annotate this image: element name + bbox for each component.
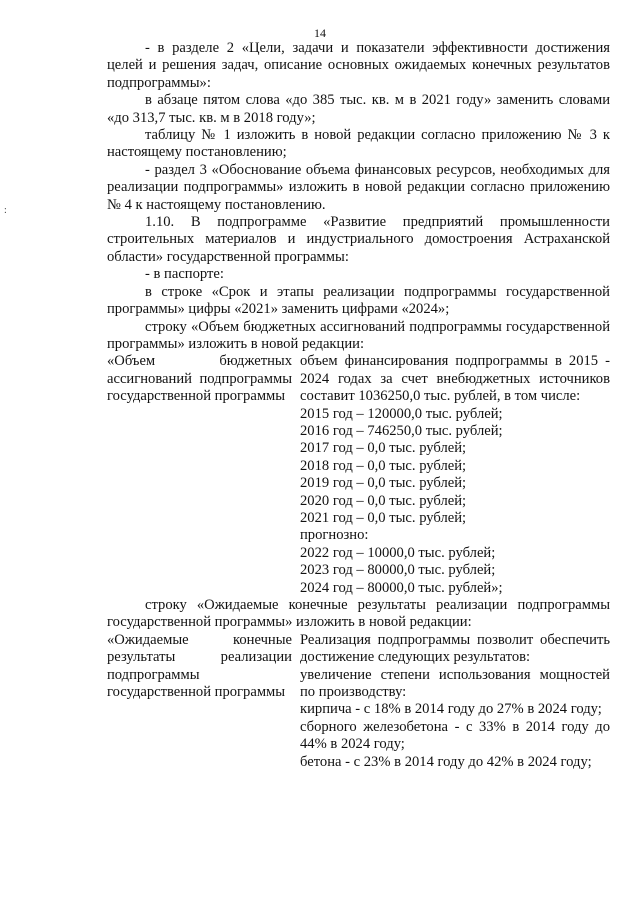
budget-table-row <box>107 353 610 597</box>
results-intro: Реализация подпрограммы позволит обеспечить достижение следующих результатов: <box>300 631 610 666</box>
budget-forecast-label: прогнозно: <box>300 527 369 544</box>
results-capacity: увеличение степени использования мощностей по производству: <box>300 666 610 701</box>
paragraph-term-stages: в строке «Срок и этапы реализации подпрограммы государственной программы» цифры «2021» заменить цифрами «2024»; <box>107 283 610 318</box>
results-brick: кирпича - с 18% в 2014 году до 27% в 2024 году; <box>300 701 602 718</box>
budget-year-2019: 2019 год – 0,0 тыс. рублей; <box>300 475 467 492</box>
paragraph-budget-row: строку «Объем бюджетных ассигнований подпрограммы государственной программы» изложить в новой редакции: <box>107 318 610 352</box>
budget-year-2024: 2024 год – 80000,0 тыс. рублей»; <box>300 579 503 596</box>
document-body <box>107 40 610 771</box>
budget-year-2018: 2018 год – 0,0 тыс. рублей; <box>300 457 467 474</box>
budget-year-2020: 2020 год – 0,0 тыс. рублей; <box>300 492 467 509</box>
results-concrete: бетона - с 23% в 2014 году до 42% в 2024 году; <box>300 753 592 770</box>
results-table-row <box>107 632 610 771</box>
results-row-label: «Ожидаемые конечные результаты реализации подпрограммы государственной программы <box>107 631 292 701</box>
budget-year-2021: 2021 год – 0,0 тыс. рублей; <box>300 509 467 526</box>
paragraph-1-10: 1.10. В подпрограмме «Развитие предприятий промышленности строительных материалов и индустриального домостроения Астраханской области» государственной программы: <box>107 214 610 265</box>
budget-year-2022: 2022 год – 10000,0 тыс. рублей; <box>300 544 496 561</box>
budget-row-value <box>300 353 610 597</box>
paragraph-abzac-5: в абзаце пятом слова «до 385 тыс. кв. м в 2021 году» заменить словами «до 313,7 тыс. кв. м в 2018 году»; <box>107 92 610 126</box>
budget-year-2016: 2016 год – 746250,0 тыс. рублей; <box>300 422 503 439</box>
paragraph-passport: - в паспорте: <box>145 266 224 283</box>
paragraph-section-3: - раздел 3 «Обоснование объема финансовых ресурсов, необходимых для реализации подпрограммы» изложить в новой редакции согласно приложению № 4 к настоящему постановлению. <box>107 161 610 213</box>
results-precast-concrete: сборного железобетона - с 33% в 2014 году до 44% в 2024 году; <box>300 718 610 753</box>
paragraph-results-row: строку «Ожидаемые конечные результаты реализации подпрограммы государственной программы» изложить в новой редакции: <box>107 597 610 631</box>
budget-year-2015: 2015 год – 120000,0 тыс. рублей; <box>300 405 503 422</box>
paragraph-section-2: - в разделе 2 «Цели, задачи и показатели эффективности достижения целей и решения задач, описание основных ожидаемых конечных результатов подпрограммы»: <box>107 40 610 91</box>
budget-year-2023: 2023 год – 80000,0 тыс. рублей; <box>300 562 496 579</box>
budget-year-2017: 2017 год – 0,0 тыс. рублей; <box>300 440 467 457</box>
results-row-value <box>300 632 610 771</box>
budget-intro: объем финансирования подпрограммы в 2015 - 2024 годах за счет внебюджетных источников составит 1036250,0 тыс. рублей, в том числе: <box>300 353 610 405</box>
paragraph-table-1: таблицу № 1 изложить в новой редакции согласно приложению № 3 к настоящему постановлению; <box>107 127 610 161</box>
page-number: 14 <box>314 26 326 40</box>
budget-row-label: «Объем бюджетных ассигнований подпрограммы государственной программы <box>107 353 292 405</box>
margin-mark: : <box>4 205 7 216</box>
